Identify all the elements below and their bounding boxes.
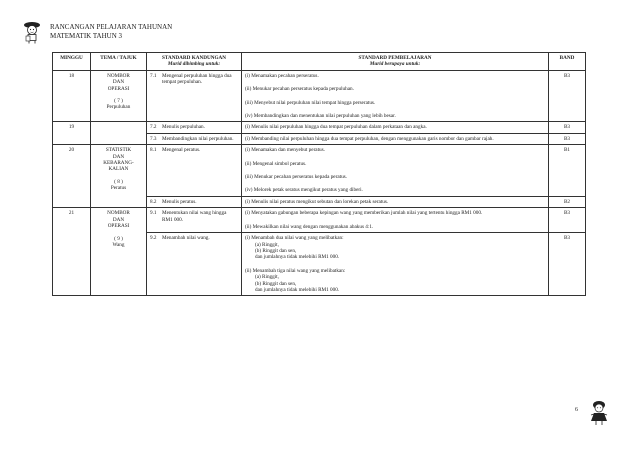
document-title: RANCANGAN PELAJARAN TAHUNAN [50, 23, 173, 31]
sp-item: (iii) Menyebut nilai perpuluhan nilai tempat hingga perseratus. [245, 99, 376, 106]
cell-tema [91, 208, 147, 296]
document-subtitle: MATEMATIK TAHUN 3 [50, 32, 123, 40]
girl-character-icon [588, 400, 610, 426]
col-header-sk-sub: Murid dibimbing untuk: [167, 61, 221, 68]
cell-sk [147, 70, 242, 122]
tema-line: Wang [112, 241, 125, 248]
sp-item: (i) Menamakan pecahan perseratus. [245, 72, 319, 79]
cell-sk [147, 208, 242, 233]
sp-item: (iv) Melorek petak seratus mengikut peratus yang diberi. [245, 187, 363, 194]
cell-sk [147, 196, 242, 207]
cell-sp [242, 233, 549, 296]
student-character-icon [20, 20, 44, 44]
tema-line: ( 9 ) [114, 235, 123, 242]
sp-item: (i) Menulis nilai perpuluhan hingga dua tempat perpuluhan dalam perkataan dan angka. [245, 124, 427, 131]
sp-item: (iii) Menukar pecahan perseratus kepada peratus. [245, 174, 347, 181]
sk-number: 7.1 [150, 72, 157, 79]
sp-subitem: dan jumlahnya tidak melebihi RM1 000. [255, 286, 340, 293]
tema-line: KEBARANG- [103, 160, 134, 167]
sk-text: Menambah nilai wang. [162, 235, 210, 242]
col-header-sp [242, 53, 549, 71]
cell-minggu: 20 [53, 145, 91, 208]
cell-band: B3 [549, 208, 586, 233]
cell-sp [242, 208, 549, 233]
tema-line: NOMBOR [107, 210, 130, 217]
table-row [53, 145, 586, 197]
tema-line: NOMBOR [107, 72, 130, 79]
tema-line: ( 7 ) [114, 98, 123, 105]
cell-sk [147, 122, 242, 133]
cell-minggu: 18 [53, 70, 91, 122]
col-header-sp-label: STANDARD PEMBELAJARAN [358, 55, 432, 61]
table-row [53, 208, 586, 233]
col-header-minggu: MINGGU [53, 53, 91, 71]
sp-group [245, 235, 545, 261]
col-header-sp-sub: Murid berupaya untuk: [369, 61, 421, 68]
cell-sk [147, 233, 242, 296]
sp-item: (iv) Membandingkan dan menentukan nilai perpuluhan yang lebih besar. [245, 113, 396, 120]
cell-sk [147, 133, 242, 144]
sk-text: Membandingkan nilai perpuluhan. [162, 135, 234, 142]
tema-line: STATISTIK [105, 147, 132, 154]
sp-subitem: (b) Ringgit dan sen, [255, 280, 297, 287]
cell-sp [242, 133, 549, 144]
cell-sp [242, 122, 549, 133]
tema-line: DAN [112, 79, 125, 86]
sp-subitem: (a) Ringgit, [255, 274, 279, 281]
sp-subitem: (b) Ringgit dan sen, [255, 247, 297, 254]
cell-minggu: 21 [53, 208, 91, 296]
cell-sp [242, 70, 549, 122]
cell-tema [91, 122, 147, 145]
cell-band: B3 [549, 122, 586, 133]
tema-line: ( 8 ) [114, 178, 123, 185]
cell-band: B1 [549, 145, 586, 197]
cell-band: B3 [549, 233, 586, 296]
cell-minggu: 19 [53, 122, 91, 145]
sk-text: Menulis peratus. [162, 198, 197, 205]
sk-number: 7.3 [150, 135, 157, 142]
table-row [53, 122, 586, 133]
cell-band: B3 [549, 70, 586, 122]
cell-tema [91, 70, 147, 122]
sp-item: (i) Menulis nilai peratus mengikut sebutan dan lorekan petak seratus. [245, 198, 389, 205]
tema-line: OPERASI [107, 223, 130, 230]
sp-item: (i) Menambah dua nilai wang yang melibatkan: [245, 235, 344, 242]
sp-item: (i) Membanding nilai perpuluhan hingga dua tempat perpuluhan, dengan menggunakan garis nombor dan gambar rajah. [245, 135, 494, 142]
cell-sp [242, 145, 549, 197]
cell-band: B3 [549, 133, 586, 144]
sk-text: Menulis perpuluhan. [162, 124, 205, 131]
sk-text: Mengenal peratus. [162, 147, 201, 154]
sk-number: 8.2 [150, 198, 157, 205]
tema-line: Peratus [110, 185, 127, 192]
sp-group [245, 268, 545, 294]
cell-sp [242, 196, 549, 207]
sk-text: Mengenal perpuluhan hingga dua tempat perpuluhan. [162, 72, 232, 86]
sp-item: (ii) Mewakilkan nilai wang dengan menggunakan abakus 4:1. [245, 223, 374, 230]
tema-line: KALIAN [108, 166, 129, 173]
sp-item: (ii) Menukar pecahan perseratus kepada perpuluhan. [245, 86, 354, 93]
tema-line: OPERASI [107, 85, 130, 92]
tema-line: DAN [112, 216, 125, 223]
sk-number: 8.1 [150, 147, 157, 154]
sp-item: (i) Menyatakan gabungan beberapa kepingan wang yang memberikan jumlah nilai yang tertentu hingga RM1 000. [245, 210, 483, 217]
sk-number: 9.1 [150, 210, 157, 217]
sp-subitem: dan jumlahnya tidak melebihi RM1 000. [255, 254, 340, 261]
sk-number: 9.2 [150, 235, 157, 242]
tema-line: Perpuluhan [106, 104, 131, 111]
col-header-sk [147, 53, 242, 71]
sp-item: (ii) Menambah tiga nilai wang yang melibatkan: [245, 267, 346, 274]
sk-number: 7.2 [150, 124, 157, 131]
sp-subitem: (a) Ringgit, [255, 241, 279, 248]
yearly-plan-table [52, 52, 586, 296]
sp-item: (i) Menamakan dan menyebut peratus. [245, 147, 325, 154]
table-header-row [53, 53, 586, 71]
cell-tema [91, 145, 147, 208]
col-header-band: BAND [549, 53, 586, 71]
tema-line: DAN [112, 153, 125, 160]
sk-text: Menentukan nilai wang hingga RM1 000. [162, 210, 227, 223]
cell-band: B2 [549, 196, 586, 207]
page-number: 6 [575, 407, 578, 413]
table-row [53, 70, 586, 122]
cell-sk [147, 145, 242, 197]
col-header-sk-label: STANDARD KANDUNGAN [161, 55, 227, 61]
col-header-tema: TEMA / TAJUK [91, 53, 147, 71]
sp-item: (ii) Mengenal simbol peratus. [245, 160, 307, 167]
